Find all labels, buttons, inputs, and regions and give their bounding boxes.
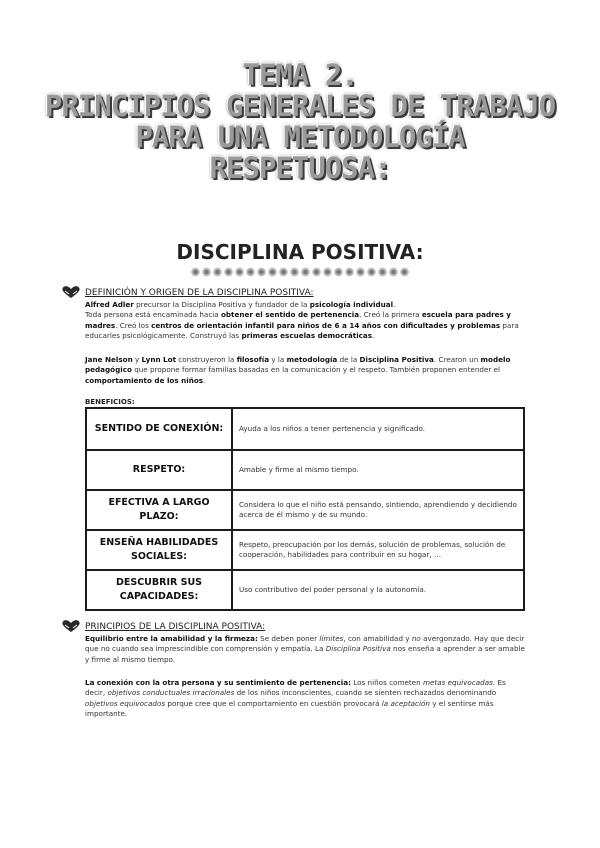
italic-text: Disciplina Positiva — [325, 644, 391, 654]
table-row — [86, 570, 524, 610]
text-run: . Creó los — [115, 320, 152, 330]
text-run: . — [372, 330, 375, 340]
benefits-label: BENEFICIOS: — [85, 398, 135, 406]
italic-text: límites — [319, 634, 344, 643]
text-run: construyeron la — [176, 355, 237, 364]
italic-text: objetivos conductuales irracionales — [107, 688, 235, 698]
benefit-key: DESCUBRIR SUS CAPACIDADES: — [86, 570, 232, 610]
benefit-value: Amable y firme al mismo tiempo. — [232, 450, 524, 490]
section-heading-text: DEFINICIÓN Y ORIGEN DE LA DISCIPLINA POSITIVA: — [85, 288, 314, 298]
table-row — [86, 450, 524, 490]
italic-text: objetivos equivocados — [85, 698, 166, 708]
text-run: de la — [337, 355, 360, 364]
title-line: PRINCIPIOS GENERALES DE TRABAJO — [44, 89, 556, 123]
text-run: . Es decir, — [85, 678, 506, 698]
bold-text: psicología individual — [309, 300, 394, 309]
bold-text: La conexión con la otra persona y su sentimiento de pertenencia: — [85, 678, 351, 687]
italic-text: la aceptación — [381, 698, 430, 708]
benefits-table — [85, 407, 525, 611]
text-run: Los niños cometen — [350, 678, 423, 687]
bold-text: Equilibrio entre la amabilidad y la firmeza: — [85, 634, 258, 643]
text-run: nos enseña a aprender a ser amable y firme al mismo tiempo. — [85, 644, 525, 664]
bold-text: Jane Nelson — [85, 355, 133, 364]
section-heading-definicion — [60, 288, 314, 298]
benefit-value: Uso contributivo del poder personal y la autonomía. — [232, 570, 524, 610]
bold-text: metodología — [286, 355, 338, 364]
benefit-key: ENSEÑA HABILIDADES SOCIALES: — [86, 530, 232, 570]
table-row — [86, 490, 524, 530]
text-run: . — [203, 375, 206, 385]
title-line: PARA UNA METODOLOGÍA — [135, 120, 465, 154]
text-run: porque cree que el comportamiento en cuestión provocará — [165, 698, 382, 708]
bold-text: Lynn Lot — [141, 355, 177, 364]
paragraph-conexion — [85, 678, 525, 719]
text-run: Se deben poner — [257, 634, 320, 643]
bold-text: Disciplina Positiva — [359, 355, 434, 364]
text-run: y el sentirse más importante. — [85, 698, 494, 718]
heart-hands-icon — [60, 619, 82, 633]
benefit-key: SENTIDO DE CONEXIÓN: — [86, 408, 232, 450]
title-line: RESPETUOSA: — [209, 151, 391, 185]
heart-hands-icon — [60, 285, 82, 299]
benefit-key: RESPETO: — [86, 450, 232, 490]
text-run: y la — [269, 355, 287, 364]
section-heading-principios — [60, 622, 265, 632]
paragraph-nelson-lott — [85, 355, 525, 386]
text-run: , con amabilidad y — [343, 634, 412, 643]
text-run: . — [393, 300, 396, 309]
table-row — [86, 530, 524, 570]
text-run: de los niños inconscientes, cuando se sienten rechazados denominando — [234, 688, 497, 698]
text-run: y — [132, 355, 142, 364]
text-run: para educarles psicológicamente. Construyó las — [85, 320, 519, 340]
bold-text: filosofía — [236, 355, 270, 364]
paragraph-equilibrio — [85, 634, 525, 665]
bold-text: Alfred Adler — [85, 300, 134, 309]
benefit-value: Considera lo que el niño está pensando, sintiendo, aprendiendo y decidiendo acerca de él mismo y de su mundo. — [232, 490, 524, 530]
italic-text: metas equivocadas — [422, 678, 493, 687]
bold-text: obtener el sentido de pertenencia — [220, 310, 360, 320]
section-heading-text: PRINCIPIOS DE LA DISCIPLINA POSITIVA: — [85, 622, 266, 632]
paragraph-adler — [85, 300, 525, 341]
text-run: que propone formar familias basadas en la comunicación y el respeto. También proponen entender el — [131, 365, 501, 375]
table-row — [86, 408, 524, 450]
italic-text: no — [411, 634, 421, 643]
bold-text: primeras escuelas democráticas — [241, 330, 373, 340]
bold-text: modelo pedagógico — [85, 355, 511, 375]
benefit-value: Respeto, preocupación por los demás, solución de problemas, solución de cooperación, habilidades para contribuir en su hogar, … — [232, 530, 524, 570]
bold-text: centros de orientación infantil para niños de 6 a 14 años con dificultades y problemas — [151, 320, 501, 330]
benefit-value: Ayuda a los niños a tener pertenencia y significado. — [232, 408, 524, 450]
page-title — [0, 60, 600, 184]
text-run: precursor la Disciplina Positiva y fundador de la — [133, 300, 310, 309]
benefit-key: EFECTIVA A LARGO PLAZO: — [86, 490, 232, 530]
bold-text: escuela para padres y madres — [85, 310, 511, 330]
text-run: avergonzado. Hay que decir que no cuando sea imprescindible con comprensión y empatía. La — [85, 634, 525, 654]
text-run: Toda persona está encaminada hacia — [85, 310, 221, 320]
bold-text: comportamiento de los niños — [85, 375, 204, 385]
text-run: . Creó la primera — [359, 310, 422, 320]
text-run: . Crearon un — [433, 355, 481, 364]
decorative-divider — [190, 267, 410, 277]
subtitle: DISCIPLINA POSITIVA: — [176, 240, 424, 264]
title-line: TEMA 2. — [242, 58, 358, 92]
